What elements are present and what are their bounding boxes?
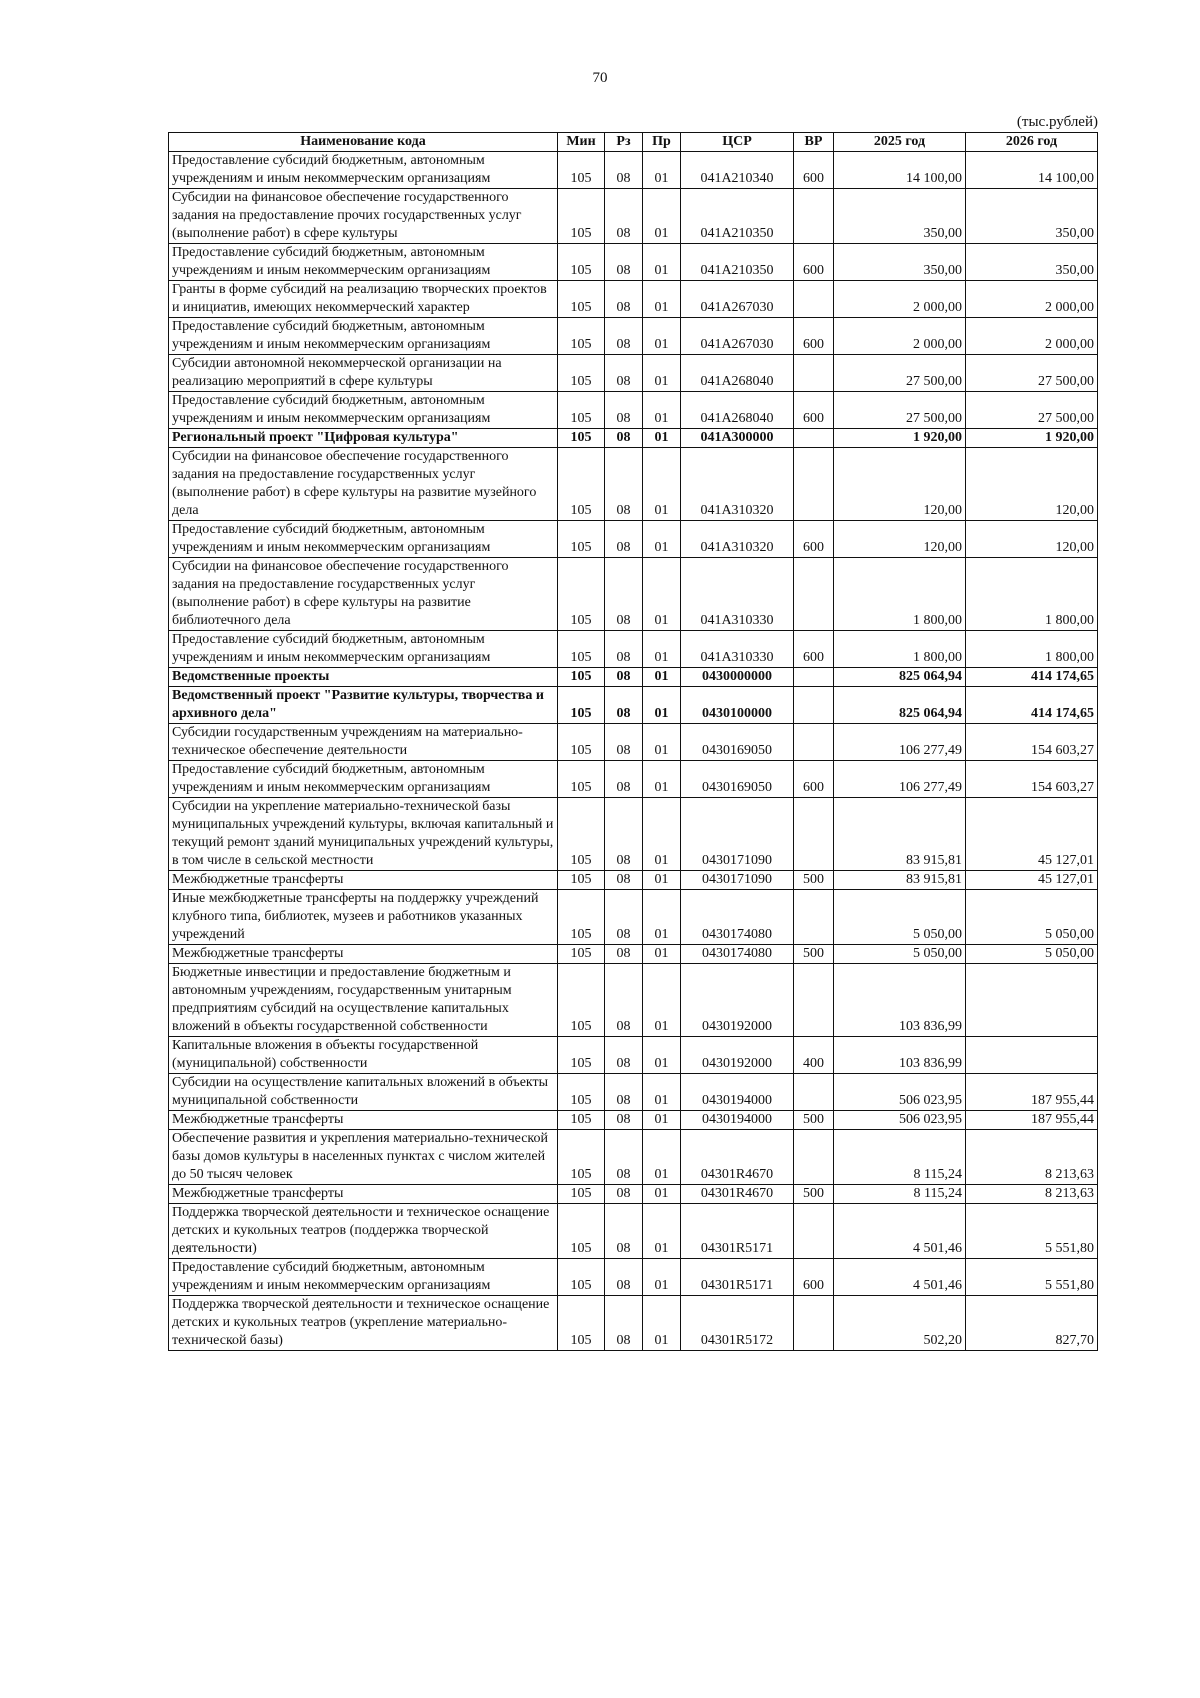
cell-2025: 8 115,24	[834, 1130, 966, 1185]
cell-name: Межбюджетные трансферты	[169, 1111, 558, 1130]
cell-csr: 041A310330	[681, 558, 794, 631]
cell-pr: 01	[643, 521, 681, 558]
cell-2026: 45 127,01	[966, 798, 1098, 871]
cell-2026: 8 213,63	[966, 1130, 1098, 1185]
cell-rz: 08	[605, 890, 643, 945]
cell-min: 105	[558, 631, 605, 668]
cell-min: 105	[558, 429, 605, 448]
cell-min: 105	[558, 521, 605, 558]
table-row	[169, 724, 1098, 761]
table-row	[169, 189, 1098, 244]
cell-name: Поддержка творческой деятельности и техническое оснащение детских и кукольных театров (укрепление материально-технической базы)	[169, 1296, 558, 1351]
cell-csr: 0430100000	[681, 687, 794, 724]
cell-2025: 825 064,94	[834, 668, 966, 687]
cell-2025: 27 500,00	[834, 355, 966, 392]
table-row	[169, 1296, 1098, 1351]
cell-rz: 08	[605, 1185, 643, 1204]
cell-name: Предоставление субсидий бюджетным, автономным учреждениям и иным некоммерческим организациям	[169, 152, 558, 189]
table-row	[169, 318, 1098, 355]
cell-min: 105	[558, 1296, 605, 1351]
cell-2025: 506 023,95	[834, 1111, 966, 1130]
cell-min: 105	[558, 964, 605, 1037]
cell-min: 105	[558, 152, 605, 189]
cell-name: Капитальные вложения в объекты государственной (муниципальной) собственности	[169, 1037, 558, 1074]
cell-csr: 0430174080	[681, 890, 794, 945]
table-row	[169, 558, 1098, 631]
cell-vr: 400	[794, 1037, 834, 1074]
cell-min: 105	[558, 1130, 605, 1185]
cell-2025: 106 277,49	[834, 724, 966, 761]
cell-2025: 350,00	[834, 189, 966, 244]
table-row	[169, 1037, 1098, 1074]
cell-csr: 0430194000	[681, 1111, 794, 1130]
cell-rz: 08	[605, 429, 643, 448]
cell-csr: 0430192000	[681, 964, 794, 1037]
cell-2026: 187 955,44	[966, 1111, 1098, 1130]
cell-name: Предоставление субсидий бюджетным, автономным учреждениям и иным некоммерческим организациям	[169, 392, 558, 429]
cell-2026: 5 050,00	[966, 945, 1098, 964]
cell-vr	[794, 1204, 834, 1259]
cell-vr: 500	[794, 945, 834, 964]
cell-csr: 0430174080	[681, 945, 794, 964]
cell-pr: 01	[643, 724, 681, 761]
cell-min: 105	[558, 687, 605, 724]
cell-csr: 0430171090	[681, 798, 794, 871]
cell-name: Предоставление субсидий бюджетным, автономным учреждениям и иным некоммерческим организациям	[169, 1259, 558, 1296]
cell-rz: 08	[605, 189, 643, 244]
cell-csr: 0430194000	[681, 1074, 794, 1111]
cell-pr: 01	[643, 429, 681, 448]
cell-csr: 041A267030	[681, 281, 794, 318]
cell-name: Субсидии на осуществление капитальных вложений в объекты муниципальной собственности	[169, 1074, 558, 1111]
table-header-row	[169, 133, 1098, 152]
cell-name: Поддержка творческой деятельности и техническое оснащение детских и кукольных театров (поддержка творческой деятельности)	[169, 1204, 558, 1259]
cell-2026: 2 000,00	[966, 318, 1098, 355]
cell-csr: 041A310320	[681, 521, 794, 558]
cell-2025: 14 100,00	[834, 152, 966, 189]
cell-2025: 1 800,00	[834, 631, 966, 668]
cell-min: 105	[558, 871, 605, 890]
cell-name: Межбюджетные трансферты	[169, 945, 558, 964]
cell-2026: 120,00	[966, 521, 1098, 558]
cell-min: 105	[558, 318, 605, 355]
table-row	[169, 1111, 1098, 1130]
cell-pr: 01	[643, 1037, 681, 1074]
cell-2025: 5 050,00	[834, 890, 966, 945]
cell-vr	[794, 964, 834, 1037]
cell-pr: 01	[643, 355, 681, 392]
cell-vr: 600	[794, 244, 834, 281]
cell-name: Межбюджетные трансферты	[169, 1185, 558, 1204]
cell-2026: 414 174,65	[966, 668, 1098, 687]
cell-rz: 08	[605, 724, 643, 761]
table-row	[169, 244, 1098, 281]
cell-name: Предоставление субсидий бюджетным, автономным учреждениям и иным некоммерческим организациям	[169, 521, 558, 558]
cell-2026: 5 551,80	[966, 1204, 1098, 1259]
cell-name: Ведомственный проект "Развитие культуры, творчества и архивного дела"	[169, 687, 558, 724]
cell-2025: 4 501,46	[834, 1204, 966, 1259]
header-name: Наименование кода	[169, 133, 558, 152]
cell-vr: 500	[794, 1185, 834, 1204]
cell-2025: 83 915,81	[834, 798, 966, 871]
cell-pr: 01	[643, 392, 681, 429]
cell-rz: 08	[605, 668, 643, 687]
cell-vr: 500	[794, 1111, 834, 1130]
cell-2025: 5 050,00	[834, 945, 966, 964]
table-row	[169, 687, 1098, 724]
cell-rz: 08	[605, 281, 643, 318]
header-pr: Пр	[643, 133, 681, 152]
cell-csr: 04301R4670	[681, 1130, 794, 1185]
cell-2025: 4 501,46	[834, 1259, 966, 1296]
units-label: (тыс.рублей)	[1016, 114, 1098, 130]
cell-name: Иные межбюджетные трансферты на поддержку учреждений клубного типа, библиотек, музеев и работников указанных учреждений	[169, 890, 558, 945]
cell-pr: 01	[643, 687, 681, 724]
table-row	[169, 631, 1098, 668]
cell-name: Субсидии на финансовое обеспечение государственного задания на предоставление государственных услуг (выполнение работ) в сфере культуры на развитие музейного дела	[169, 448, 558, 521]
cell-pr: 01	[643, 189, 681, 244]
cell-name: Гранты в форме субсидий на реализацию творческих проектов и инициатив, имеющих некоммерческий характер	[169, 281, 558, 318]
cell-2025: 103 836,99	[834, 964, 966, 1037]
cell-vr	[794, 189, 834, 244]
header-vr: ВР	[794, 133, 834, 152]
cell-csr: 041A210350	[681, 244, 794, 281]
cell-csr: 041A267030	[681, 318, 794, 355]
cell-csr: 041A300000	[681, 429, 794, 448]
cell-rz: 08	[605, 318, 643, 355]
cell-rz: 08	[605, 1111, 643, 1130]
cell-min: 105	[558, 1185, 605, 1204]
cell-min: 105	[558, 392, 605, 429]
cell-vr	[794, 724, 834, 761]
cell-pr: 01	[643, 945, 681, 964]
cell-2026: 154 603,27	[966, 761, 1098, 798]
table-row	[169, 1130, 1098, 1185]
cell-2025: 825 064,94	[834, 687, 966, 724]
cell-csr: 041A268040	[681, 355, 794, 392]
header-rz: Рз	[605, 133, 643, 152]
table-row	[169, 1259, 1098, 1296]
table-row	[169, 964, 1098, 1037]
table-row	[169, 1074, 1098, 1111]
cell-vr	[794, 558, 834, 631]
cell-2025: 506 023,95	[834, 1074, 966, 1111]
cell-rz: 08	[605, 244, 643, 281]
cell-2026: 45 127,01	[966, 871, 1098, 890]
table-body	[169, 152, 1098, 1351]
cell-min: 105	[558, 1074, 605, 1111]
table-row	[169, 798, 1098, 871]
cell-vr: 600	[794, 152, 834, 189]
cell-2026: 120,00	[966, 448, 1098, 521]
cell-pr: 01	[643, 1259, 681, 1296]
cell-2025: 502,20	[834, 1296, 966, 1351]
cell-name: Субсидии на финансовое обеспечение государственного задания на предоставление прочих государственных услуг (выполнение работ) в сфере культуры	[169, 189, 558, 244]
cell-csr: 041A310330	[681, 631, 794, 668]
cell-2025: 8 115,24	[834, 1185, 966, 1204]
cell-pr: 01	[643, 1185, 681, 1204]
cell-vr: 600	[794, 761, 834, 798]
cell-rz: 08	[605, 1130, 643, 1185]
cell-csr: 041A210340	[681, 152, 794, 189]
cell-rz: 08	[605, 448, 643, 521]
cell-2025: 120,00	[834, 448, 966, 521]
cell-vr	[794, 1074, 834, 1111]
table-row	[169, 521, 1098, 558]
cell-csr: 04301R5171	[681, 1259, 794, 1296]
cell-rz: 08	[605, 558, 643, 631]
cell-pr: 01	[643, 798, 681, 871]
cell-pr: 01	[643, 890, 681, 945]
cell-pr: 01	[643, 964, 681, 1037]
cell-rz: 08	[605, 521, 643, 558]
cell-rz: 08	[605, 355, 643, 392]
table-row	[169, 448, 1098, 521]
cell-2026	[966, 964, 1098, 1037]
cell-min: 105	[558, 244, 605, 281]
cell-csr: 04301R5171	[681, 1204, 794, 1259]
cell-csr: 0430171090	[681, 871, 794, 890]
cell-2026: 350,00	[966, 189, 1098, 244]
cell-2026: 1 800,00	[966, 558, 1098, 631]
table-row	[169, 1204, 1098, 1259]
header-min: Мин	[558, 133, 605, 152]
cell-rz: 08	[605, 761, 643, 798]
cell-pr: 01	[643, 871, 681, 890]
table-row	[169, 1185, 1098, 1204]
table-row	[169, 668, 1098, 687]
cell-csr: 041A268040	[681, 392, 794, 429]
cell-vr	[794, 448, 834, 521]
cell-rz: 08	[605, 1204, 643, 1259]
cell-name: Предоставление субсидий бюджетным, автономным учреждениям и иным некоммерческим организациям	[169, 318, 558, 355]
cell-rz: 08	[605, 631, 643, 668]
cell-name: Предоставление субсидий бюджетным, автономным учреждениям и иным некоммерческим организациям	[169, 244, 558, 281]
cell-pr: 01	[643, 1296, 681, 1351]
cell-pr: 01	[643, 1074, 681, 1111]
cell-vr	[794, 668, 834, 687]
cell-pr: 01	[643, 448, 681, 521]
cell-2025: 83 915,81	[834, 871, 966, 890]
cell-vr: 600	[794, 318, 834, 355]
cell-rz: 08	[605, 1074, 643, 1111]
cell-rz: 08	[605, 964, 643, 1037]
cell-min: 105	[558, 890, 605, 945]
cell-min: 105	[558, 1037, 605, 1074]
page-number: 70	[592, 70, 608, 86]
cell-rz: 08	[605, 798, 643, 871]
cell-2026: 5 050,00	[966, 890, 1098, 945]
cell-vr	[794, 890, 834, 945]
cell-2026: 27 500,00	[966, 392, 1098, 429]
cell-csr: 041A210350	[681, 189, 794, 244]
cell-pr: 01	[643, 244, 681, 281]
cell-vr	[794, 281, 834, 318]
cell-vr	[794, 1296, 834, 1351]
cell-name: Субсидии государственным учреждениям на материально-техническое обеспечение деятельности	[169, 724, 558, 761]
cell-min: 105	[558, 281, 605, 318]
cell-2026: 1 920,00	[966, 429, 1098, 448]
cell-min: 105	[558, 1259, 605, 1296]
cell-pr: 01	[643, 1130, 681, 1185]
cell-min: 105	[558, 355, 605, 392]
table-row	[169, 281, 1098, 318]
cell-2025: 120,00	[834, 521, 966, 558]
cell-vr	[794, 1130, 834, 1185]
cell-rz: 08	[605, 392, 643, 429]
cell-csr: 0430169050	[681, 724, 794, 761]
cell-min: 105	[558, 668, 605, 687]
header-csr: ЦСР	[681, 133, 794, 152]
budget-table	[168, 132, 1098, 1351]
cell-2026: 5 551,80	[966, 1259, 1098, 1296]
cell-min: 105	[558, 798, 605, 871]
cell-name: Ведомственные проекты	[169, 668, 558, 687]
table-row	[169, 761, 1098, 798]
cell-name: Субсидии на финансовое обеспечение государственного задания на предоставление государственных услуг (выполнение работ) в сфере культуры на развитие библиотечного дела	[169, 558, 558, 631]
cell-2026: 14 100,00	[966, 152, 1098, 189]
cell-vr: 500	[794, 871, 834, 890]
cell-pr: 01	[643, 1111, 681, 1130]
table-row	[169, 945, 1098, 964]
cell-2026: 8 213,63	[966, 1185, 1098, 1204]
table-row	[169, 355, 1098, 392]
cell-name: Региональный проект "Цифровая культура"	[169, 429, 558, 448]
header-2026: 2026 год	[966, 133, 1098, 152]
cell-name: Межбюджетные трансферты	[169, 871, 558, 890]
cell-vr	[794, 429, 834, 448]
cell-name: Бюджетные инвестиции и предоставление бюджетным и автономным учреждениям, государственным унитарным предприятиям субсидий на осуществление капитальных вложений в объекты государственной собственности	[169, 964, 558, 1037]
cell-rz: 08	[605, 152, 643, 189]
cell-csr: 041A310320	[681, 448, 794, 521]
cell-2025: 2 000,00	[834, 318, 966, 355]
cell-csr: 04301R4670	[681, 1185, 794, 1204]
cell-2025: 1 800,00	[834, 558, 966, 631]
cell-rz: 08	[605, 687, 643, 724]
cell-rz: 08	[605, 1296, 643, 1351]
cell-rz: 08	[605, 1037, 643, 1074]
cell-name: Обеспечение развития и укрепления материально-технической базы домов культуры в населенных пунктах с числом жителей до 50 тысяч человек	[169, 1130, 558, 1185]
cell-pr: 01	[643, 152, 681, 189]
cell-pr: 01	[643, 761, 681, 798]
cell-name: Предоставление субсидий бюджетным, автономным учреждениям и иным некоммерческим организациям	[169, 631, 558, 668]
cell-min: 105	[558, 761, 605, 798]
cell-csr: 04301R5172	[681, 1296, 794, 1351]
cell-min: 105	[558, 558, 605, 631]
cell-min: 105	[558, 189, 605, 244]
cell-pr: 01	[643, 318, 681, 355]
cell-pr: 01	[643, 558, 681, 631]
cell-2026: 827,70	[966, 1296, 1098, 1351]
cell-name: Субсидии автономной некоммерческой организации на реализацию мероприятий в сфере культуры	[169, 355, 558, 392]
cell-2026	[966, 1037, 1098, 1074]
cell-rz: 08	[605, 945, 643, 964]
cell-2025: 2 000,00	[834, 281, 966, 318]
cell-rz: 08	[605, 871, 643, 890]
cell-2025: 106 277,49	[834, 761, 966, 798]
cell-2026: 27 500,00	[966, 355, 1098, 392]
cell-vr	[794, 355, 834, 392]
cell-pr: 01	[643, 668, 681, 687]
cell-2025: 103 836,99	[834, 1037, 966, 1074]
cell-name: Предоставление субсидий бюджетным, автономным учреждениям и иным некоммерческим организациям	[169, 761, 558, 798]
cell-vr: 600	[794, 1259, 834, 1296]
cell-vr	[794, 687, 834, 724]
cell-csr: 0430169050	[681, 761, 794, 798]
cell-csr: 0430192000	[681, 1037, 794, 1074]
cell-min: 105	[558, 724, 605, 761]
cell-2025: 350,00	[834, 244, 966, 281]
cell-2026: 1 800,00	[966, 631, 1098, 668]
cell-2025: 27 500,00	[834, 392, 966, 429]
cell-2026: 2 000,00	[966, 281, 1098, 318]
cell-2025: 1 920,00	[834, 429, 966, 448]
table-row	[169, 392, 1098, 429]
cell-rz: 08	[605, 1259, 643, 1296]
cell-min: 105	[558, 1204, 605, 1259]
header-2025: 2025 год	[834, 133, 966, 152]
cell-name: Субсидии на укрепление материально-технической базы муниципальных учреждений культуры, включая капитальный и текущий ремонт зданий муниципальных учреждений культуры, в том числе в сельской местности	[169, 798, 558, 871]
cell-2026: 154 603,27	[966, 724, 1098, 761]
table-row	[169, 429, 1098, 448]
cell-min: 105	[558, 945, 605, 964]
cell-2026: 187 955,44	[966, 1074, 1098, 1111]
cell-min: 105	[558, 448, 605, 521]
cell-csr: 0430000000	[681, 668, 794, 687]
cell-2026: 414 174,65	[966, 687, 1098, 724]
table-row	[169, 871, 1098, 890]
cell-vr: 600	[794, 631, 834, 668]
cell-pr: 01	[643, 1204, 681, 1259]
cell-vr: 600	[794, 521, 834, 558]
cell-min: 105	[558, 1111, 605, 1130]
table-row	[169, 152, 1098, 189]
cell-pr: 01	[643, 631, 681, 668]
cell-vr	[794, 798, 834, 871]
cell-vr: 600	[794, 392, 834, 429]
table-row	[169, 890, 1098, 945]
cell-pr: 01	[643, 281, 681, 318]
cell-2026: 350,00	[966, 244, 1098, 281]
